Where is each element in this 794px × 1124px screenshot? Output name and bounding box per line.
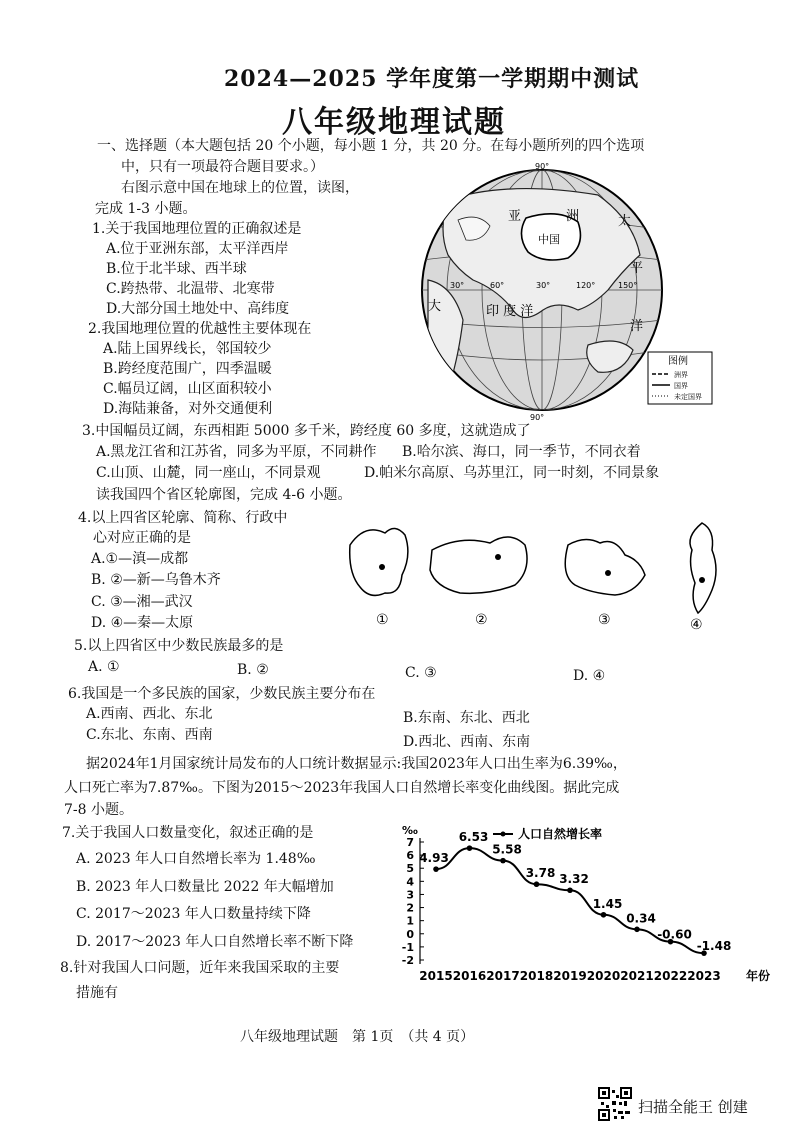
q2-stem: 2.我国地理位置的优越性主要体现在 <box>88 321 312 337</box>
chart-x-tick-label: 2016 <box>452 969 487 983</box>
chart-x-tick-label: 2020 <box>586 969 621 983</box>
subject-title: 八年级地理试题 <box>282 105 506 140</box>
q7-stem: 7.关于我国人口数量变化，叙述正确的是 <box>62 825 314 841</box>
globe-label-30e: 30° <box>536 281 551 290</box>
q2-option-c: C.幅员辽阔，山区面积较小 <box>103 381 272 397</box>
legend-title: 图例 <box>668 356 688 367</box>
q7-option-c: C. 2017～2023 年人口数量持续下降 <box>76 906 311 922</box>
chart-y-tick-label: 5 <box>406 862 414 876</box>
q6-stem: 6.我国是一个多民族的国家，少数民族主要分布在 <box>68 686 376 702</box>
intro-7-8-line3: 7-8 小题。 <box>64 802 133 818</box>
chart-data-label: 5.58 <box>492 842 522 857</box>
q3-stem: 3.中国幅员辽阔，东西相距 5000 多千米，跨经度 60 多度，这就造成了 <box>82 423 531 439</box>
province-label-2: ② <box>475 612 488 628</box>
q7-option-a: A. 2023 年人口自然增长率为 1.48‰ <box>76 851 316 867</box>
chart-point <box>601 912 607 918</box>
q5-option-d: D. ④ <box>573 668 606 684</box>
globe-label-indian-ocean: 印 度 洋 <box>486 304 534 319</box>
intro-4-6: 读我国四个省区轮廓图，完成 4-6 小题。 <box>96 487 352 503</box>
q3-option-c: C.山顶、山麓，同一座山，不同景观 <box>96 465 321 481</box>
chart-data-label: -1.48 <box>696 939 732 954</box>
province-label-1: ① <box>376 612 389 628</box>
chart-data-label: 3.78 <box>525 866 556 881</box>
q1-option-d: D.大部分国土地处中、高纬度 <box>106 301 290 317</box>
q5-option-b: B. ② <box>237 662 269 678</box>
q7-option-d: D. 2017～2023 年人口自然增长率不断下降 <box>76 934 354 950</box>
chart-data-label: 4.93 <box>419 851 449 866</box>
chart-point <box>467 845 473 851</box>
province-label-4: ④ <box>690 617 703 633</box>
chart-x-tick-label: 2018 <box>519 969 554 983</box>
globe-label-60: 60° <box>490 281 505 290</box>
q5-stem: 5.以上四省区中少数民族最多的是 <box>74 638 284 654</box>
qr-code-icon <box>598 1087 632 1121</box>
q7-option-b: B. 2023 年人口数量比 2022 年大幅增加 <box>76 879 334 895</box>
globe-label-bottom: 90° <box>530 413 545 422</box>
q4-option-d: D. ④—秦—太原 <box>91 615 194 631</box>
q6-option-d: D.西北、西南、东南 <box>403 734 531 750</box>
q5-option-a: A. ① <box>88 659 120 675</box>
chart-data-label: 1.45 <box>592 896 623 911</box>
q4-option-b: B. ②—新—乌鲁木齐 <box>91 572 221 588</box>
q2-option-a: A.陆上国界线长，邻国较少 <box>103 341 272 357</box>
q8-stem: 8.针对我国人口问题，近年来我国采取的主要 <box>60 960 340 976</box>
q4-stem-line2: 心对应正确的是 <box>93 530 191 546</box>
globe-map <box>418 160 714 422</box>
q4-stem: 4.以上四省区轮廓、简称、行政中 <box>78 510 288 526</box>
q1-option-b: B.位于北半球、西半球 <box>106 261 247 277</box>
province-4-outline <box>690 523 716 613</box>
exam-title: 2024—2025 学年度第一学期期中测试 <box>224 66 640 92</box>
chart-x-tick-label: 2023 <box>687 969 721 983</box>
q6-option-b: B.东南、东北、西北 <box>403 710 530 726</box>
globe-label-yang: 洋 <box>630 319 644 334</box>
legend-item-undefined: 未定国界 <box>674 393 702 401</box>
chart-y-tick-label: 6 <box>406 849 414 863</box>
intro-7-8-line2: 人口死亡率为7.87‰。下图为2015～2023年我国人口自然增长率变化曲线图。据此完成 <box>64 780 620 796</box>
chart-x-unit: 年份 <box>746 969 771 983</box>
q6-option-c: C.东北、东南、西南 <box>86 727 213 743</box>
section-heading-line1: 一、选择题（本大题包括 20 个小题，每小题 1 分，共 20 分。在每小题所列的四个选项 <box>97 138 645 154</box>
chart-y-tick-label: -2 <box>401 954 414 967</box>
globe-label-tai: 太 <box>618 214 632 229</box>
chart-y-tick-label: 1 <box>406 914 414 928</box>
q2-option-b: B.跨经度范围广，四季温暖 <box>103 361 272 377</box>
chart-legend-marker <box>501 832 506 837</box>
chart-x-tick-label: 2017 <box>486 969 520 983</box>
chart-y-tick-label: 0 <box>406 927 414 941</box>
chart-data-label: 3.32 <box>559 872 589 887</box>
chart-x-tick-label: 2019 <box>553 969 587 983</box>
globe-label-da: 大 <box>428 299 442 314</box>
page-footer: 八年级地理试题 第 1页 （共 4 页） <box>240 1029 475 1045</box>
chart-point <box>433 866 439 872</box>
q3-option-d: D.帕米尔高原、乌苏里江，同一时刻，不同景象 <box>364 465 660 481</box>
q5-option-c: C. ③ <box>405 665 437 681</box>
chart-data-label: -0.60 <box>657 927 692 942</box>
chart-y-tick-label: 4 <box>406 875 414 889</box>
q6-option-a: A.西南、西北、东北 <box>86 706 213 722</box>
chart-x-tick-label: 2022 <box>653 969 688 983</box>
q4-option-c: C. ③—湘—武汉 <box>91 594 193 610</box>
province-1-outline <box>350 528 408 595</box>
chart-data-label: 0.34 <box>626 911 656 926</box>
section-heading-line2: 中，只有一项最符合题目要求。） <box>121 159 324 175</box>
globe-label-top: 90° <box>535 162 550 171</box>
chart-point <box>534 881 540 887</box>
chart-y-tick-label: -1 <box>401 940 414 954</box>
globe-label-150: 150° <box>618 281 638 290</box>
chart-y-tick-label: 2 <box>406 901 414 915</box>
legend-item-continent: 洲界 <box>674 371 688 379</box>
q1-stem: 1.关于我国地理位置的正确叙述是 <box>92 221 302 237</box>
province-3-outline <box>565 539 645 595</box>
province-label-3: ③ <box>598 612 611 628</box>
chart-y-tick-label: 7 <box>406 836 414 849</box>
globe-label-china: 中国 <box>538 233 560 246</box>
q1-option-c: C.跨热带、北温带、北寒带 <box>106 281 275 297</box>
q3-option-a: A.黑龙江省和江苏省，同多为平原，不同耕作 <box>96 444 377 460</box>
chart-y-unit: ‰ <box>402 824 418 837</box>
globe-label-30w: 30° <box>450 281 465 290</box>
chart-data-label: 6.53 <box>458 830 489 845</box>
q2-option-d: D.海陆兼备，对外交通便利 <box>103 401 273 417</box>
chart-point <box>567 887 573 893</box>
scanner-watermark: 扫描全能王 创建 <box>638 1098 748 1116</box>
globe-label-120: 120° <box>576 281 596 290</box>
province-outlines <box>340 515 740 635</box>
q1-option-a: A.位于亚洲东部，太平洋西岸 <box>106 241 289 257</box>
intro-1-3-line1: 右图示意中国在地球上的位置，读图， <box>121 180 359 196</box>
intro-1-3-line2: 完成 1-3 小题。 <box>95 201 197 217</box>
globe-label-zhou: 洲 <box>566 209 580 224</box>
legend-item-national: 国界 <box>674 382 688 390</box>
q8-stem-line2: 措施有 <box>76 985 118 1001</box>
q4-option-a: A.①—滇—成都 <box>91 551 189 567</box>
globe-label-ping: 平 <box>630 261 644 276</box>
intro-7-8-line1: 据2024年1月国家统计局发布的人口统计数据显示:我国2023年人口出生率为6.39‰， <box>86 756 627 772</box>
population-growth-chart <box>400 820 786 984</box>
globe-legend <box>648 352 712 404</box>
q3-option-b: B.哈尔滨、海口，同一季节，不同衣着 <box>402 444 641 460</box>
chart-x-tick-label: 2021 <box>620 969 654 983</box>
province-2-outline <box>430 537 527 593</box>
chart-point <box>634 927 640 933</box>
chart-point <box>500 858 506 864</box>
chart-x-tick-label: 2015 <box>419 969 453 983</box>
globe-label-asia: 亚 <box>508 209 522 224</box>
chart-legend-text: 人口自然增长率 <box>518 827 603 841</box>
chart-y-tick-label: 3 <box>406 888 414 902</box>
